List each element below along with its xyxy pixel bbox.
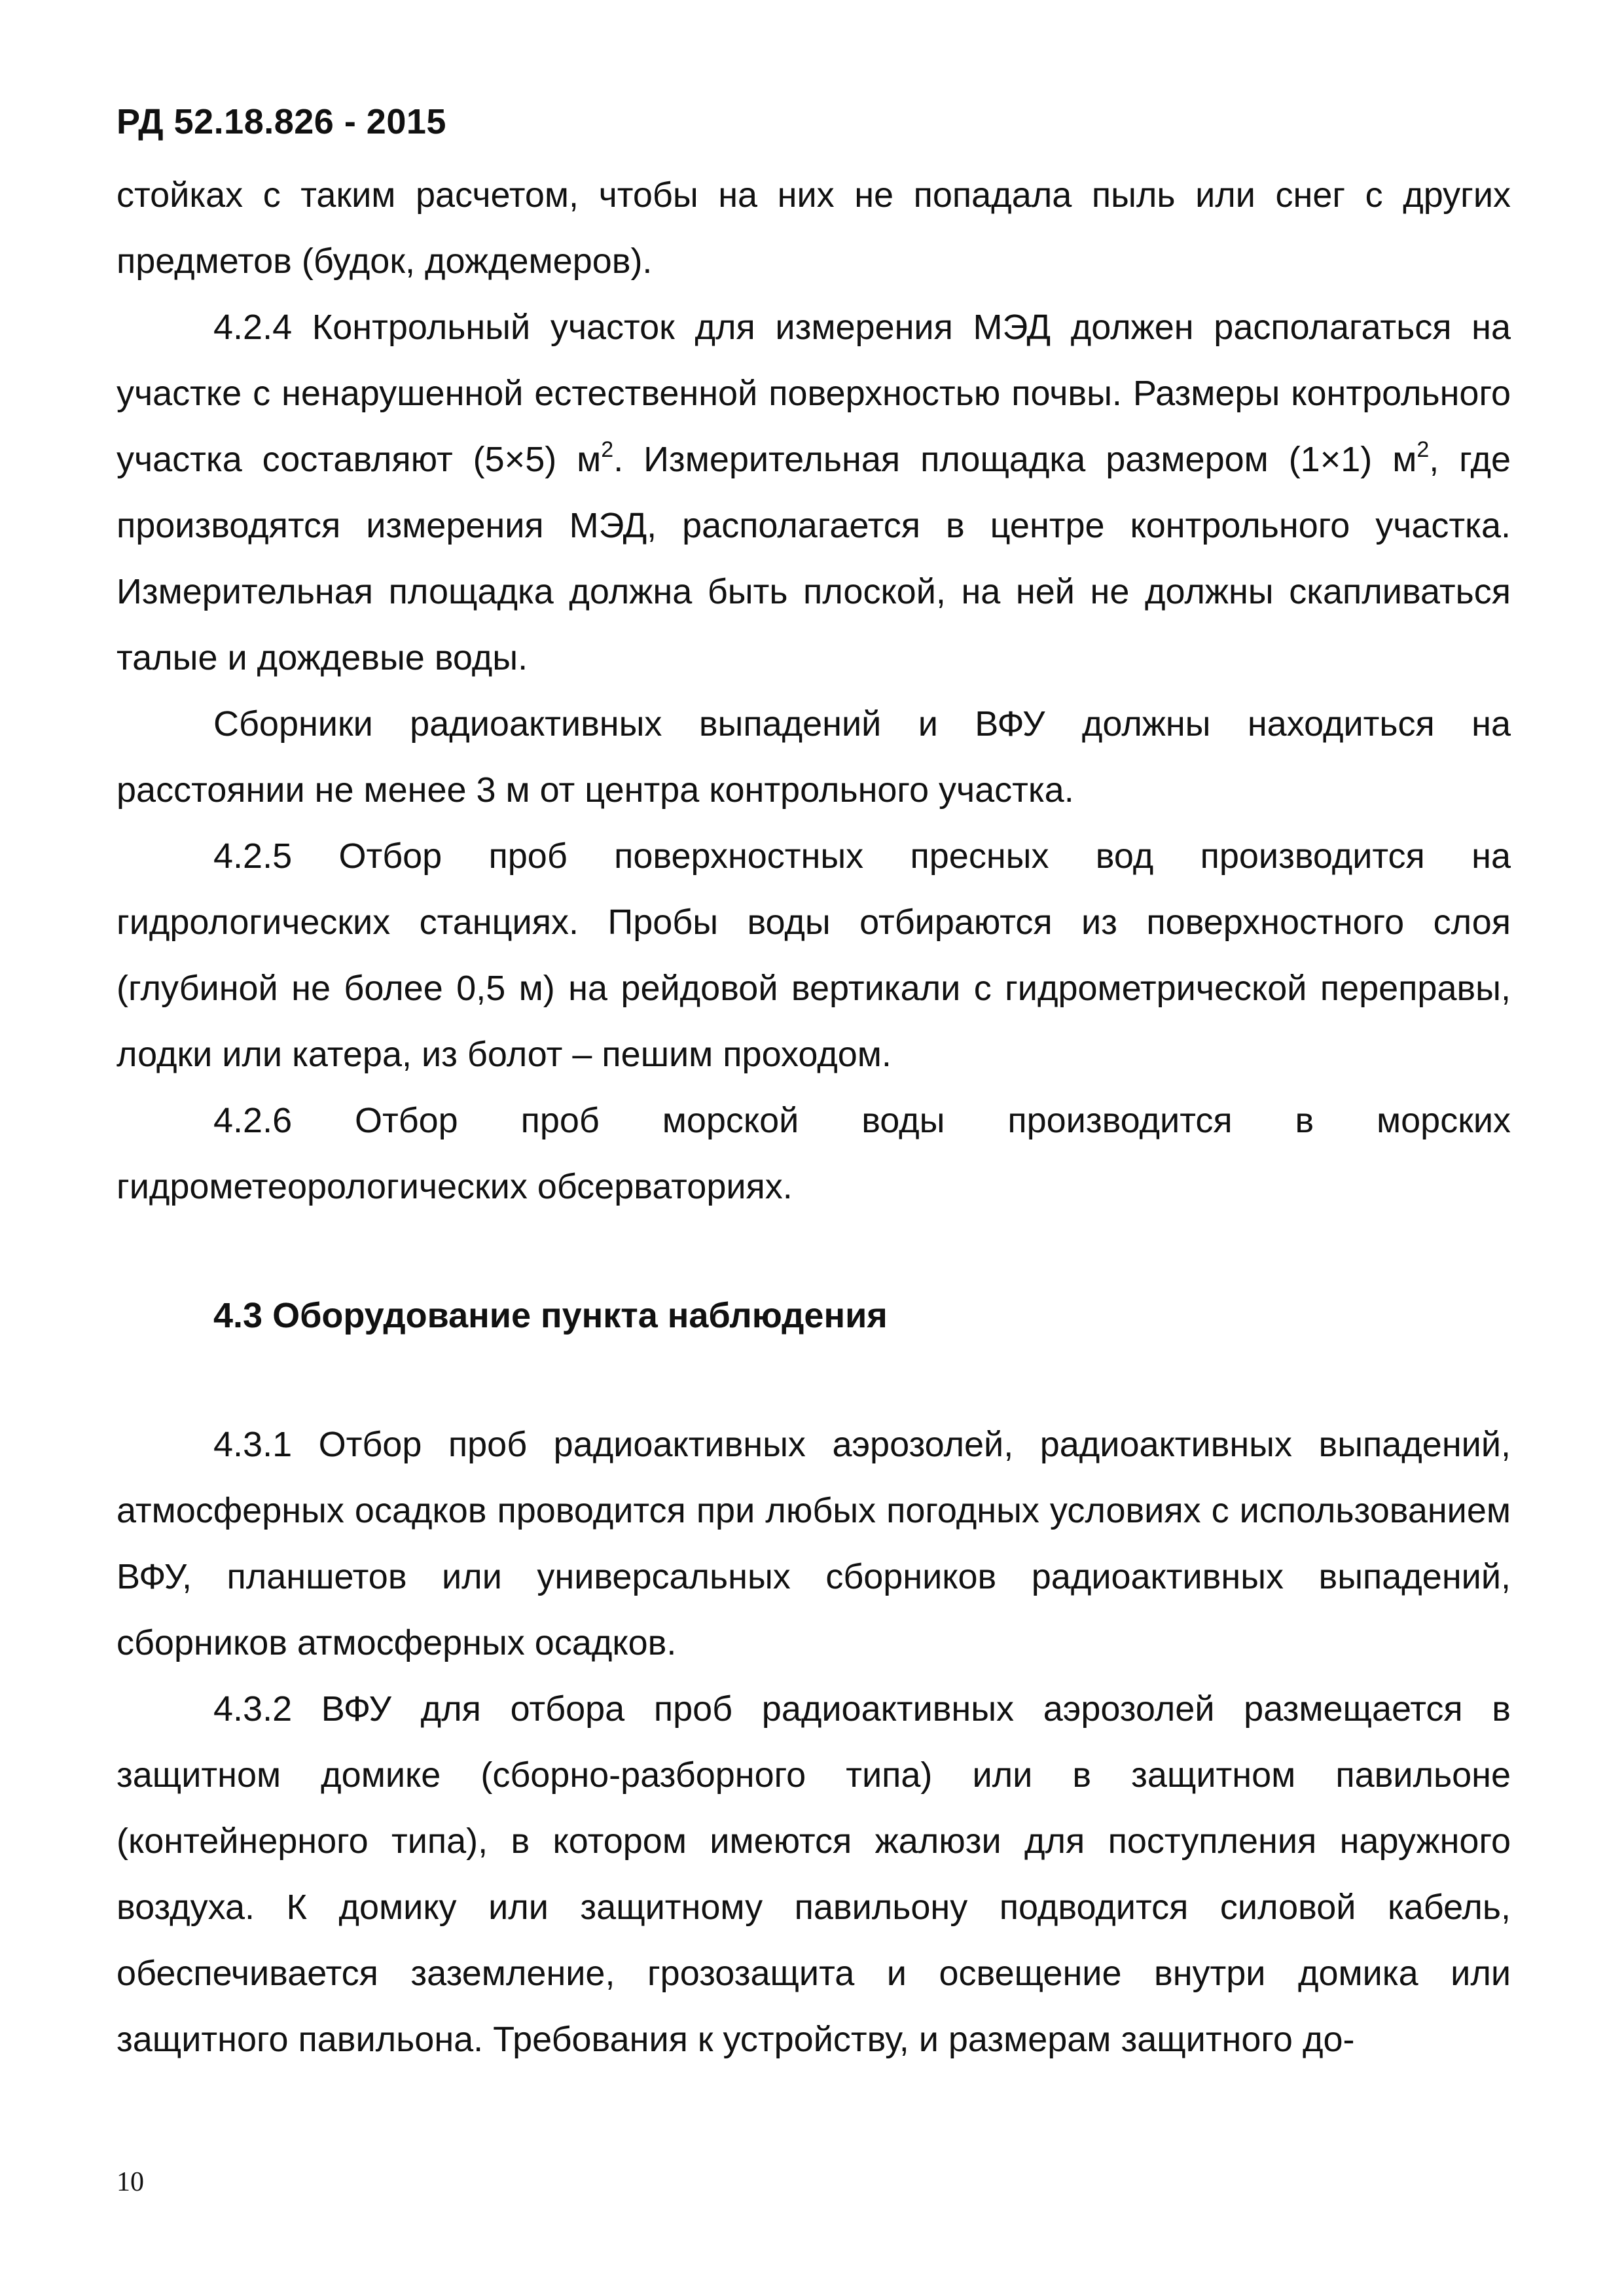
paragraph-collectors: Сборники радиоактивных выпадений и ВФУ должны находиться на расстоянии не менее 3 м от центра контрольного участка.	[117, 704, 1511, 810]
paragraph-4-3-2: 4.3.2 ВФУ для отбора проб радиоактивных аэрозолей размещается в защитном домике (сборно-разборного типа) или в защитном павильоне (контейнерного типа), в котором имеются жалюзи для поступления наружного воздуха. К домику или защитному павильону подводится силовой кабель, обеспечивается заземление, грозозащита и освещение внутри домика или защитного павильона. Требования к устройству, и размерам защитного до-	[117, 1689, 1511, 2059]
paragraph-text: , где производятся измерения МЭД, располагается в центре контрольного участка. Измерительная площадка должна быть плоской, на ней не должны скапливаться талые и дождевые воды.	[117, 440, 1511, 677]
paragraph-4-2-6: 4.2.6 Отбор проб морской воды производится в морских гидрометеорологических обсерваториях.	[117, 1101, 1511, 1206]
paragraph-continuation: стойках с таким расчетом, чтобы на них не попадала пыль или снег с других предметов (будок, дождемеров).	[117, 175, 1511, 281]
superscript: 2	[1416, 437, 1430, 462]
paragraph-4-2-5: 4.2.5 Отбор проб поверхностных пресных вод производится на гидрологических станциях. Пробы воды отбираются из поверхностного слоя (глубиной не более 0,5 м) на рейдовой вертикали с гидрометрической переправы, лодки или катера, из болот – пешим проходом.	[117, 836, 1511, 1074]
document-code-header: РД 52.18.826 - 2015	[117, 102, 446, 141]
paragraph-4-2-4	[117, 295, 1511, 691]
document-body	[117, 162, 1511, 2073]
section-heading: 4.3 Оборудование пункта наблюдения	[213, 1296, 888, 1335]
paragraph-text: 4.2.4 Контрольный участок для измерения МЭД должен располагаться на участке с ненарушенной естественной поверхностью почвы. Размеры контрольного участка составляют (5×5) м	[117, 308, 1511, 479]
paragraph-text: . Измерительная площадка размером (1×1) м	[613, 440, 1417, 479]
page-number: 10	[117, 2167, 144, 2197]
superscript: 2	[601, 437, 614, 462]
paragraph-4-3-1: 4.3.1 Отбор проб радиоактивных аэрозолей, радиоактивных выпадений, атмосферных осадков проводится при любых погодных условиях с использованием ВФУ, планшетов или универсальных сборников радиоактивных выпадений, сборников атмосферных осадков.	[117, 1425, 1511, 1662]
